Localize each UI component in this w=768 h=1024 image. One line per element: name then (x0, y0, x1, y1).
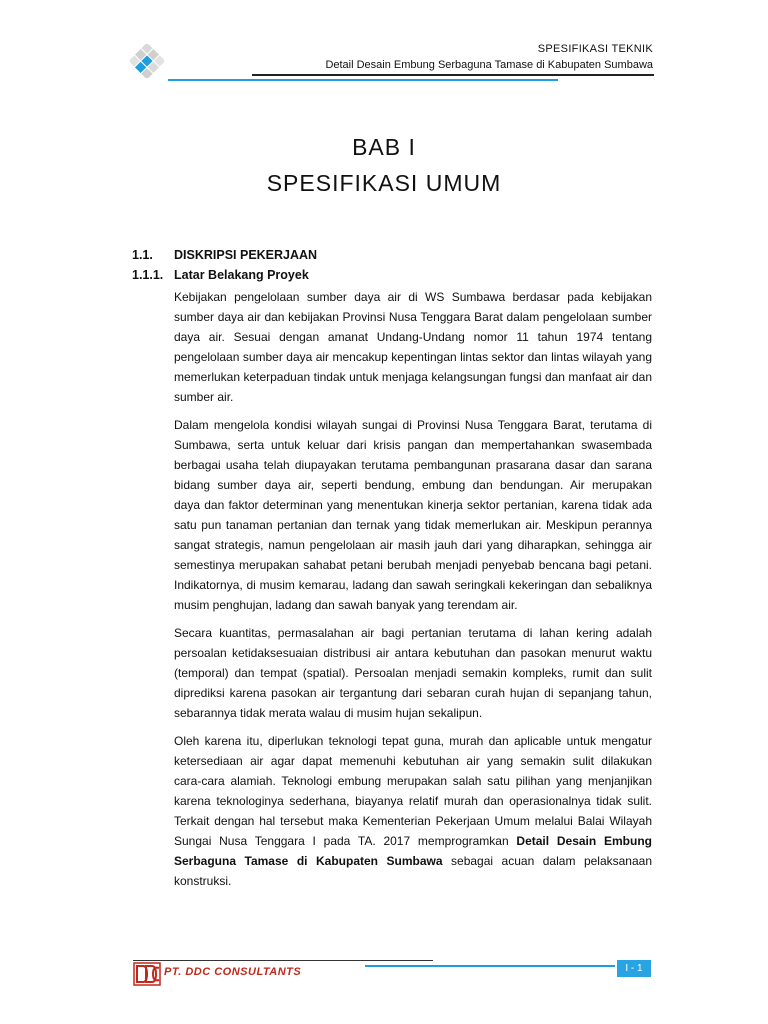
paragraph-1 (174, 287, 652, 407)
text-line: sumber daya air dan kebijakan Provinsi Nusa Tenggara Barat dalam pengelolaan sumber (174, 310, 652, 324)
chapter-label: BAB I (352, 134, 416, 160)
text-line: berbagai usaha telah diupayakan terutama pembangunan prasarana dasar dan sarana (174, 458, 652, 472)
text-line: ketersediaan air agar dapat memenuhi kebutuhan air yang semakin sulit dilakukan (174, 754, 652, 768)
project-name-bold: Detail Desain Embung (516, 834, 652, 848)
text-line: Secara kuantitas, permasalahan air bagi pertanian terutama di lahan kering adalah (174, 626, 652, 640)
header-accent-rule (168, 79, 558, 81)
section-title: DISKRIPSI PEKERJAAN (174, 248, 318, 262)
text-line: satu pun tanaman pertanian dan ternak yang tidak memerlukan air. Meskipun perannya (174, 518, 652, 532)
page-number: I - 1 (617, 960, 651, 977)
paragraph-2 (174, 415, 652, 615)
text-line: Kebijakan pengelolaan sumber daya air di WS Sumbawa berdasar pada kebijakan (174, 290, 652, 304)
text-line: Terkait dengan hal tersebut maka Kementerian Pekerjaan Umum melalui Balai Wilayah (174, 814, 652, 828)
diamond-logo-icon (130, 44, 164, 78)
header-doc-type: SPESIFIKASI TEKNIK (537, 43, 653, 55)
text-line: sebarannya tidak merata walau di musim hujan sekalipun. (174, 706, 483, 720)
text-line: sangat strategis, namun pengelolaan air masih jauh dari yang diharapkan, sehingga air (174, 538, 652, 552)
ddc-logo-icon (133, 962, 161, 986)
text-run: Sungai Nusa Tenggara I pada TA. 2017 memprogramkan (174, 834, 517, 848)
paragraph-4 (174, 731, 652, 891)
text-line: bidang sumber daya air, seperti bendung, embung dan bendungan. Air merupakan (174, 478, 652, 492)
subsection-number: 1.1.1. (132, 268, 164, 282)
text-line: konstruksi. (174, 874, 232, 888)
text-line: Oleh karena itu, diperlukan teknologi tepat guna, murah dan aplicable untuk mengatur (174, 734, 652, 748)
text-line: karena teknologinya sederhana, biayanya relatif murah dan operasionalnya tidak sulit. (174, 794, 652, 808)
text-line: semestinya merupakan sahabat petani berubah menjadi penyebab bencana bagi petani. (174, 558, 652, 572)
text-line: persoalan ketidaksesuaian distribusi air antara kebutuhan dan pasokan menurut waktu (174, 646, 652, 660)
text-line: memerlukan keterpaduan tindak untuk menjaga kelangsungan fungsi dan manfaat air dan (174, 370, 652, 384)
text-line: cara-cara alamiah. Teknologi embung merupakan salah satu pilihan yang menjanjikan (174, 774, 652, 788)
text-line: Dalam mengelola kondisi wilayah sungai di Provinsi Nusa Tenggara Barat, terutama di (174, 418, 652, 432)
text-run: sebagai acuan dalam pelaksanaan (442, 854, 652, 868)
text-line-mixed (174, 851, 652, 871)
header-project-title: Detail Desain Embung Serbaguna Tamase di Kabupaten Sumbawa (325, 59, 653, 71)
text-line: musim penghujan, ladang dan sawah banyak yang terendam air. (174, 598, 518, 612)
header-rule (252, 74, 654, 76)
project-name-bold: Serbaguna Tamase di Kabupaten Sumbawa (174, 854, 443, 868)
text-line: daya dan faktor determinan yang menentukan kinerja sektor pertanian, karena tidak ada (174, 498, 652, 512)
subsection-title: Latar Belakang Proyek (174, 268, 309, 282)
text-line: sumber air. (174, 390, 234, 404)
text-line-mixed (174, 831, 652, 851)
text-line: Sumbawa, serta untuk keluar dari krisis pangan dan mempertahankan swasembada (174, 438, 652, 452)
section-number: 1.1. (132, 248, 153, 262)
footer-company-name: PT. DDC CONSULTANTS (164, 966, 302, 978)
chapter-title: SPESIFIKASI UMUM (266, 170, 502, 196)
footer-accent-rule (365, 965, 615, 967)
text-line: (temporal) dan tempat (spatial). Persoalan menjadi semakin kompleks, rumit dan sulit (174, 666, 652, 680)
footer-rule (133, 960, 433, 961)
text-line: diprediksi karena pasokan air tergantung dari sebaran curah hujan di sepanjang tahun, (174, 686, 652, 700)
text-line: daya air. Sesuai dengan amanat Undang-Undang nomor 11 tahun 1974 tentang (174, 330, 652, 344)
text-line: Indikatornya, di musim kemarau, ladang dan sawah seringkali kekeringan dan sebaliknya (174, 578, 652, 592)
paragraph-3 (174, 623, 652, 723)
text-line: pengelolaan sumber daya air mencakup kepentingan lintas sektor dan lintas wilayah yang (174, 350, 652, 364)
